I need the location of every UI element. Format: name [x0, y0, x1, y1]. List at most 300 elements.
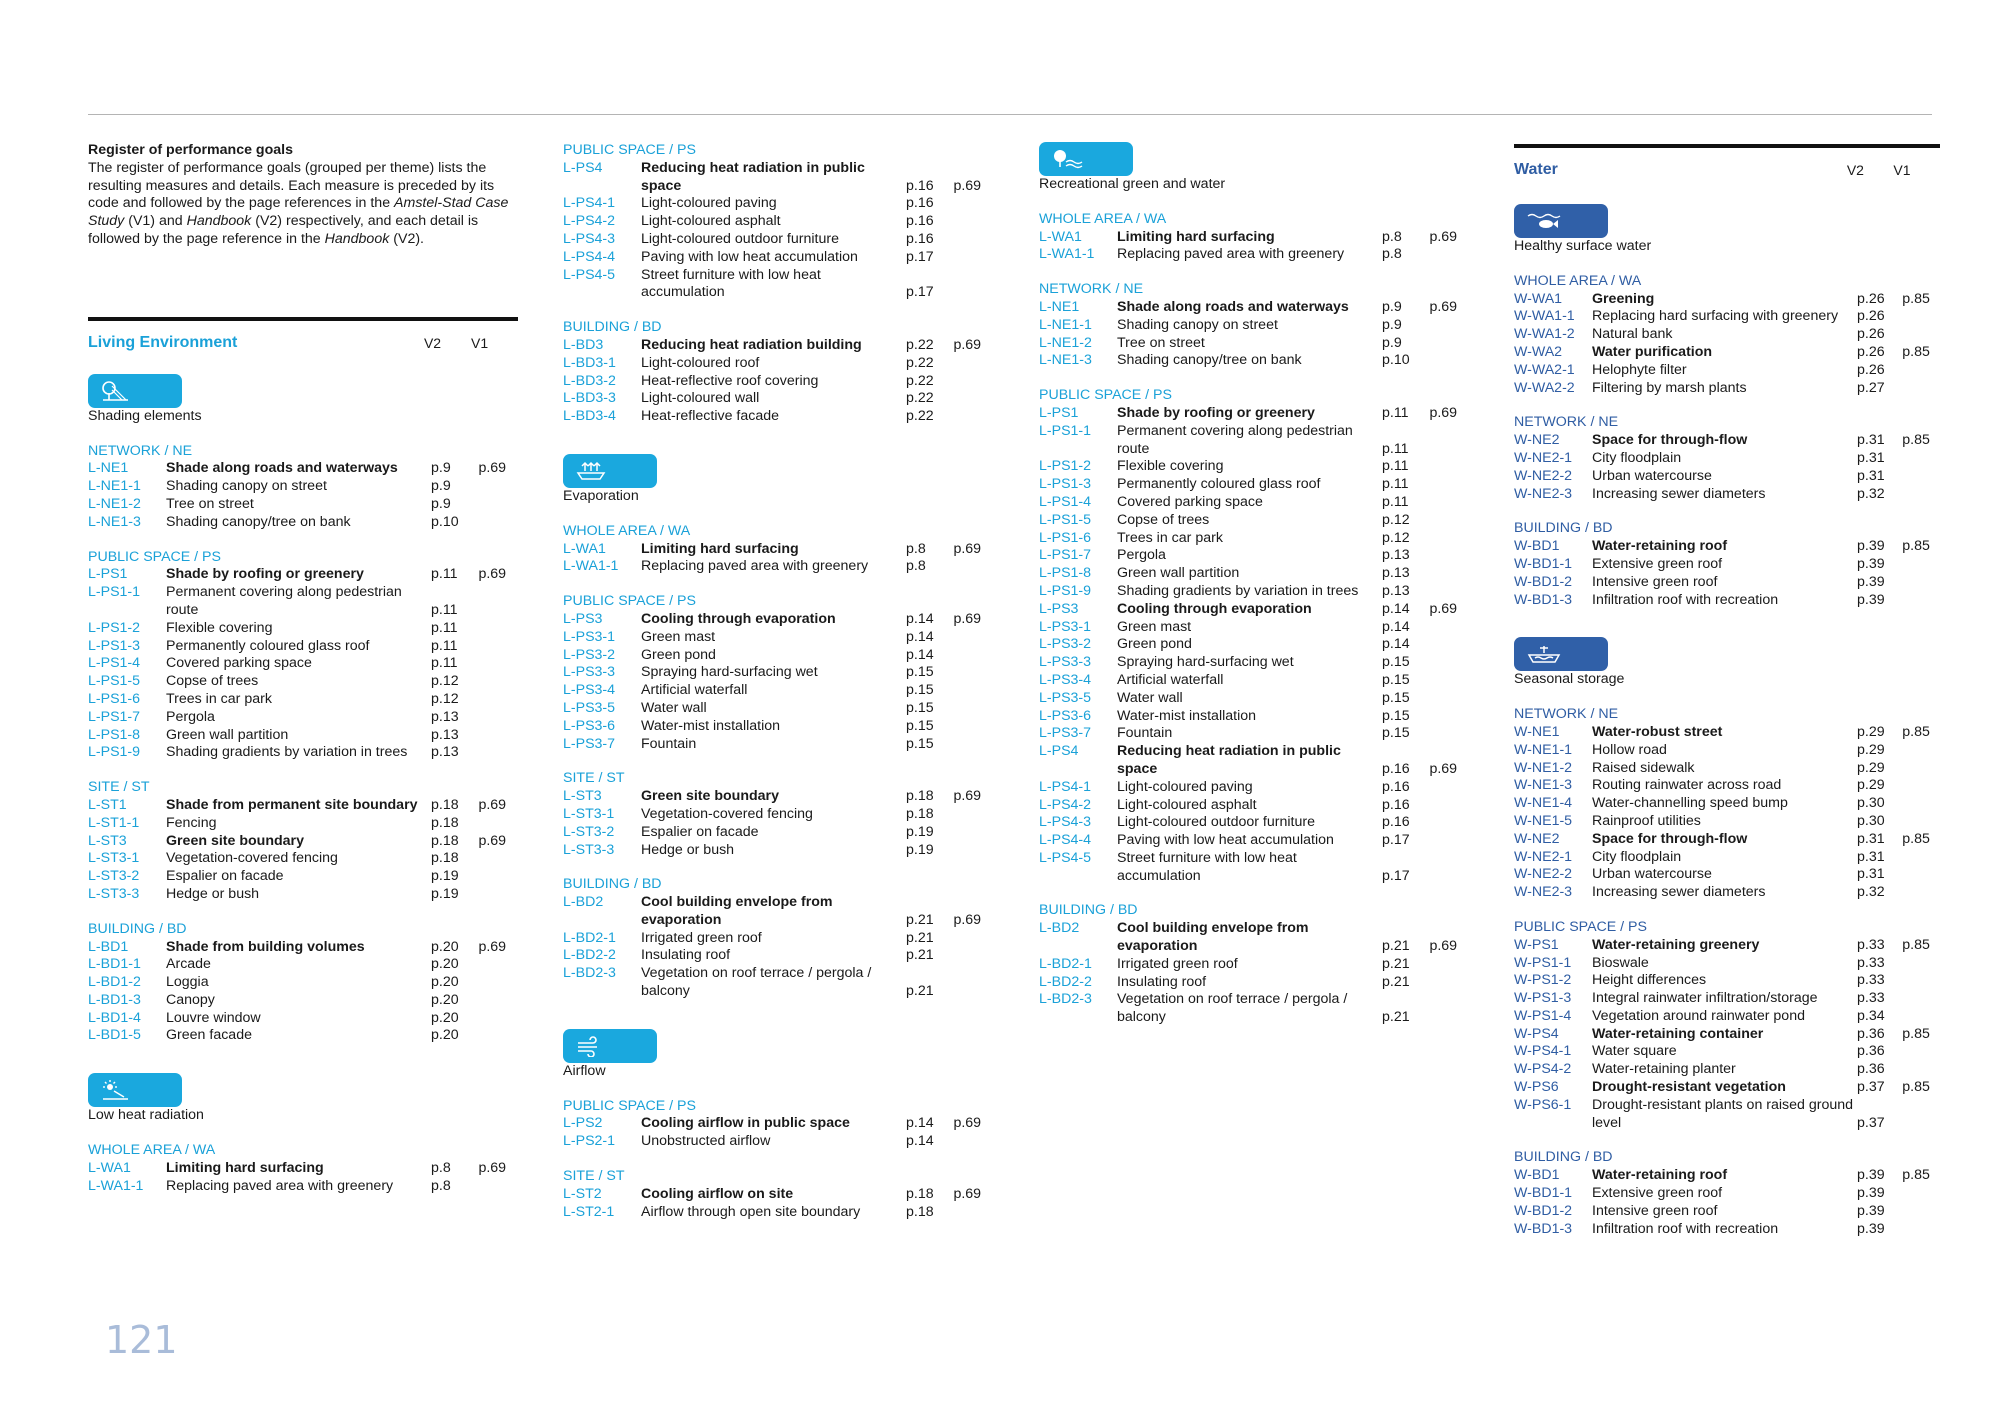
page-ref-v2: p.20 — [431, 956, 459, 973]
detail-row — [1039, 335, 1469, 353]
measure-code: W-BD1-1 — [1514, 1185, 1573, 1202]
measure-code: L-BD3-3 — [563, 390, 616, 407]
page-ref-v1 — [1429, 956, 1469, 974]
measure-code: L-PS1-6 — [1039, 529, 1092, 546]
measure-row — [563, 894, 993, 930]
page-ref-v2: p.26 — [1857, 290, 1885, 307]
measure-title: Covered parking space — [1117, 493, 1263, 510]
measure-title: Cooling airflow on site — [641, 1185, 794, 1202]
detail-row — [1514, 972, 1940, 990]
measure-row — [1514, 1167, 1940, 1185]
page-ref-v1: p.69 — [478, 832, 507, 849]
detail-row — [1039, 797, 1469, 815]
measure-code: L-PS3-1 — [563, 628, 616, 645]
measure-code: L-PS4-5 — [1039, 849, 1092, 866]
measure-title: Infiltration roof with recreation — [1592, 591, 1779, 608]
measure-code: L-PS4-4 — [563, 248, 616, 265]
page-ref-v2: p.8 — [906, 540, 926, 557]
measure-group — [88, 549, 518, 763]
measure-code: L-BD1-2 — [88, 974, 141, 991]
measure-title: Shading gradients by variation in trees — [1117, 582, 1359, 599]
measure-code: W-NE2 — [1514, 432, 1560, 449]
measure-code: W-WA2 — [1514, 343, 1563, 360]
detail-row — [1514, 760, 1940, 778]
measure-title: Green mast — [1117, 618, 1192, 635]
page-ref-v2: p.8 — [1382, 228, 1402, 245]
measure-code: W-PS1-1 — [1514, 954, 1572, 971]
measure-code: L-ST1 — [88, 796, 127, 813]
page-ref-v1: p.85 — [1902, 290, 1930, 307]
measure-group — [1514, 706, 1940, 902]
detail-row — [1039, 494, 1469, 512]
measure-title: Arcade — [166, 956, 211, 973]
measure-code: W-PS6 — [1514, 1079, 1559, 1096]
page-ref-v1 — [953, 718, 993, 736]
group-label: BUILDING / BD — [1514, 1149, 1613, 1166]
measure-code: L-PS3-6 — [1039, 707, 1092, 724]
page-ref-v2: p.11 — [431, 655, 458, 672]
page-ref-v1 — [478, 620, 518, 638]
measure-code: L-BD3-4 — [563, 408, 616, 425]
page-ref-v2: p.22 — [906, 372, 934, 389]
page-ref-v2: p.9 — [431, 478, 451, 495]
detail-row — [563, 629, 993, 647]
measure-title: Fencing — [166, 814, 217, 831]
page-ref-v2: p.31 — [1857, 467, 1885, 484]
page-ref-v1 — [478, 1027, 518, 1045]
group-label: SITE / ST — [563, 770, 625, 787]
measure-code: L-NE1-1 — [1039, 316, 1092, 333]
measure-row — [563, 611, 993, 629]
detail-row — [1514, 1203, 1940, 1221]
detail-row — [1039, 423, 1469, 459]
detail-row — [563, 824, 993, 842]
column-3 — [1039, 142, 1469, 1027]
measure-row — [88, 1160, 518, 1178]
detail-row — [1039, 654, 1469, 672]
page-ref-v1 — [953, 1133, 993, 1151]
page-ref-v1 — [1429, 974, 1469, 992]
detail-row — [1039, 458, 1469, 476]
page-ref-v2: p.20 — [431, 974, 459, 991]
page-ref-v2: p.13 — [1382, 582, 1410, 599]
page-ref-v1 — [1429, 725, 1469, 743]
measure-code: L-PS4-1 — [563, 195, 616, 212]
detail-row — [1514, 574, 1940, 592]
page-ref-v2: p.33 — [1857, 990, 1885, 1007]
intro-text-part: (V2) respectively, and each detail is followed by the page reference in the — [88, 213, 479, 247]
measure-title: Shading canopy on street — [166, 478, 327, 495]
category-badge — [563, 1029, 657, 1063]
measure-code: L-PS1-9 — [88, 744, 141, 761]
page-ref-v2: p.16 — [906, 230, 934, 247]
category-label: Healthy surface water — [1514, 238, 1652, 254]
detail-row — [88, 868, 518, 886]
page-ref-v1 — [1902, 574, 1940, 592]
measure-title: Permanently coloured glass roof — [1117, 476, 1321, 493]
measure-code: L-PS1-3 — [1039, 476, 1092, 493]
page-ref-v1: p.69 — [953, 1115, 982, 1132]
measure-code: L-ST1-1 — [88, 814, 140, 831]
measure-title: Intensive green roof — [1592, 1202, 1718, 1219]
page-ref-v1 — [1429, 494, 1469, 512]
page-ref-v2: p.31 — [1857, 432, 1885, 449]
page-ref-v2: p.18 — [906, 788, 934, 805]
page-ref-v2: p.16 — [1382, 778, 1410, 795]
measure-group — [563, 523, 993, 576]
fish-water-icon — [1526, 210, 1566, 232]
detail-row — [1514, 884, 1940, 902]
measure-row — [1039, 601, 1469, 619]
measure-title: Light-coloured wall — [641, 390, 760, 407]
detail-row — [563, 965, 993, 1001]
category-badge — [88, 1073, 182, 1107]
page-ref-v2: p.8 — [906, 558, 926, 575]
measure-title: Natural bank — [1592, 326, 1673, 343]
page-ref-v2: p.15 — [1382, 654, 1410, 671]
page-ref-v2: p.17 — [1382, 832, 1410, 849]
page-ref-v1: p.69 — [953, 336, 982, 353]
page-ref-v1: p.69 — [1429, 298, 1458, 315]
page-ref-v1 — [953, 842, 993, 860]
page-ref-v1 — [478, 655, 518, 673]
group-label: SITE / ST — [563, 1168, 625, 1185]
measure-code: W-BD1-1 — [1514, 555, 1573, 572]
detail-row — [88, 886, 518, 904]
measure-title: Infiltration roof with recreation — [1592, 1220, 1779, 1237]
measure-row — [1039, 299, 1469, 317]
measure-title: Drought-resistant plants on raised ground level — [1592, 1096, 1854, 1131]
detail-row — [1514, 955, 1940, 973]
page-ref-v1 — [953, 664, 993, 682]
detail-row — [88, 815, 518, 833]
page-ref-v1 — [1902, 955, 1940, 973]
intro-text-part: Amstel-Stad Case Study — [88, 195, 509, 230]
page-ref-v1: p.69 — [478, 938, 507, 955]
measure-code: L-PS3-7 — [563, 735, 616, 752]
page-ref-v1 — [1429, 423, 1469, 459]
page-ref-v2: p.39 — [1857, 1167, 1885, 1184]
group-label: PUBLIC SPACE / PS — [563, 1097, 696, 1114]
measure-code: L-PS1-7 — [88, 708, 141, 725]
page-ref-v1 — [478, 709, 518, 727]
page-ref-v2: p.18 — [431, 814, 459, 831]
page-ref-v1 — [1429, 583, 1469, 601]
detail-row — [1039, 317, 1469, 335]
intro-title: Register of performance goals — [88, 142, 293, 158]
measure-title: Integral rainwater infiltration/storage — [1592, 990, 1818, 1007]
detail-row — [1514, 795, 1940, 813]
page-ref-v1: p.69 — [953, 610, 982, 627]
detail-row — [1039, 636, 1469, 654]
page-ref-v2: p.31 — [1857, 866, 1885, 883]
page-ref-v2: p.8 — [1382, 246, 1402, 263]
category-label: Evaporation — [563, 487, 639, 504]
page-ref-v1 — [1429, 797, 1469, 815]
page-ref-v1 — [953, 195, 993, 213]
measure-code: W-WA1 — [1514, 290, 1563, 307]
measure-code: W-PS4 — [1514, 1025, 1559, 1042]
page-ref-v1 — [1902, 777, 1940, 795]
measure-code: W-NE1-4 — [1514, 795, 1573, 812]
measure-code: L-BD2-1 — [1039, 955, 1092, 972]
measure-group — [88, 779, 518, 904]
page-ref-v1 — [953, 408, 993, 426]
page-ref-v1 — [953, 947, 993, 965]
measure-title: Green wall partition — [1117, 565, 1240, 582]
measure-code: L-NE1-1 — [88, 478, 141, 495]
detail-row — [1514, 1185, 1940, 1203]
page-ref-v2: p.39 — [1857, 1202, 1885, 1219]
measure-code: L-PS2-1 — [563, 1133, 616, 1150]
column-header-v2: V2 — [1846, 162, 1864, 178]
page-ref-v2: p.22 — [906, 336, 934, 353]
measure-code: L-PS3 — [1039, 600, 1079, 617]
page-ref-v2: p.22 — [906, 408, 934, 425]
category-label: Shading elements — [88, 407, 202, 424]
measure-title: Vegetation-covered fencing — [641, 805, 813, 822]
measure-code: L-BD2 — [1039, 920, 1080, 937]
column-header-v1: V1 — [1893, 162, 1911, 178]
measure-title: Vegetation around rainwater pond — [1592, 1007, 1805, 1024]
detail-row — [563, 806, 993, 824]
measure-code: W-BD1-2 — [1514, 1202, 1573, 1219]
measure-code: L-BD1 — [88, 938, 129, 955]
page-ref-v1 — [478, 514, 518, 532]
measure-title: Cool building envelope from evaporation — [641, 894, 833, 928]
measure-title: Space for through-flow — [1592, 830, 1748, 847]
measure-group — [1039, 902, 1469, 1027]
measure-title: Water-retaining roof — [1592, 1167, 1728, 1184]
page-ref-v2: p.20 — [431, 991, 459, 1008]
page-ref-v2: p.22 — [906, 390, 934, 407]
measure-row — [1514, 1079, 1940, 1097]
measure-code: L-PS4 — [1039, 743, 1079, 760]
page-ref-v2: p.14 — [906, 628, 934, 645]
page-ref-v1 — [478, 1178, 518, 1196]
theme-header — [1514, 144, 1940, 180]
page-ref-v1: p.69 — [1429, 938, 1458, 955]
measure-title: Drought-resistant vegetation — [1592, 1079, 1786, 1096]
measure-group — [563, 770, 993, 859]
measure-title: Bioswale — [1592, 954, 1649, 971]
page-ref-v1 — [1902, 1043, 1940, 1061]
detail-row — [563, 736, 993, 754]
category-label: Airflow — [563, 1062, 606, 1079]
measure-title: Water-retaining greenery — [1592, 936, 1760, 953]
measure-title: City floodplain — [1592, 848, 1682, 865]
measure-row — [1514, 432, 1940, 450]
page-ref-v1 — [1429, 530, 1469, 548]
measure-title: Shade along roads and waterways — [1117, 298, 1349, 315]
measure-title: Hedge or bush — [641, 841, 735, 858]
page-ref-v1 — [953, 373, 993, 391]
page-ref-v2: p.29 — [1857, 777, 1885, 794]
page-ref-v2: p.16 — [906, 195, 934, 212]
measure-title: Espalier on facade — [641, 823, 759, 840]
page-ref-v2: p.21 — [906, 911, 934, 928]
measure-code: W-NE2-1 — [1514, 848, 1573, 865]
group-label: PUBLIC SPACE / PS — [563, 593, 696, 610]
detail-row — [88, 673, 518, 691]
page-ref-v1 — [1429, 690, 1469, 708]
page-ref-v2: p.16 — [1382, 814, 1410, 831]
measure-row — [1514, 538, 1940, 556]
measure-code: L-ST2-1 — [563, 1203, 615, 1220]
measure-group — [88, 443, 518, 532]
page-ref-v2: p.20 — [431, 1027, 459, 1044]
measure-group — [563, 142, 993, 302]
category-badge — [1514, 204, 1608, 238]
measure-title: Flexible covering — [166, 619, 273, 636]
page-ref-v2: p.16 — [1382, 760, 1410, 777]
measure-title: Canopy — [166, 991, 215, 1008]
measure-title: Replacing paved area with greenery — [641, 558, 869, 575]
page-ref-v2: p.8 — [431, 1159, 451, 1176]
measure-code: L-BD3-2 — [563, 372, 616, 389]
measure-title: Spraying hard-surfacing wet — [1117, 654, 1294, 671]
group-label: WHOLE AREA / WA — [1039, 210, 1167, 227]
theme-title: Water — [1514, 161, 1558, 178]
category-badge — [1039, 142, 1133, 176]
detail-row — [88, 514, 518, 532]
column-1 — [88, 142, 518, 1195]
page-ref-v2: p.18 — [431, 850, 459, 867]
page-ref-v1: p.69 — [1429, 600, 1458, 617]
page-ref-v2: p.27 — [1857, 379, 1885, 396]
category-label: Recreational green and water — [1039, 176, 1226, 192]
page-ref-v1 — [953, 647, 993, 665]
page-ref-v2: p.29 — [1857, 741, 1885, 758]
measure-code: W-PS1-4 — [1514, 1007, 1572, 1024]
measure-code: L-ST3-3 — [88, 885, 140, 902]
measure-title: Replacing paved area with greenery — [166, 1177, 394, 1194]
page-ref-v2: p.21 — [1382, 1009, 1410, 1026]
detail-row — [1039, 956, 1469, 974]
detail-row — [88, 956, 518, 974]
detail-row — [563, 947, 993, 965]
page-ref-v2: p.11 — [431, 619, 458, 636]
page-ref-v1 — [953, 700, 993, 718]
storage-icon — [1526, 643, 1562, 665]
category-badge — [563, 454, 657, 488]
measure-title: Insulating roof — [1117, 973, 1207, 990]
page-ref-v2: p.8 — [431, 1177, 451, 1194]
evaporation-icon — [575, 460, 607, 482]
page-ref-v2: p.15 — [1382, 725, 1410, 742]
measure-row — [88, 566, 518, 584]
measure-title: Vegetation-covered fencing — [166, 850, 338, 867]
page-ref-v1 — [1429, 619, 1469, 637]
detail-row — [88, 1027, 518, 1045]
page-ref-v1: p.85 — [1902, 830, 1930, 847]
page-ref-v2: p.18 — [906, 1203, 934, 1220]
measure-title: Extensive green roof — [1592, 1185, 1723, 1202]
page-ref-v2: p.39 — [1857, 538, 1885, 555]
detail-row — [563, 718, 993, 736]
measure-group — [563, 319, 993, 426]
page-ref-v1: p.85 — [1902, 343, 1930, 360]
measure-title: Replacing hard surfacing with greenery — [1592, 308, 1839, 325]
measure-code: L-BD2-3 — [563, 965, 616, 982]
measure-code: L-WA1-1 — [88, 1177, 144, 1194]
measure-title: Artificial waterfall — [641, 682, 748, 699]
page-ref-v1 — [1902, 849, 1940, 867]
detail-row — [88, 1010, 518, 1028]
measure-code: W-WA1-1 — [1514, 308, 1575, 325]
measure-group — [1514, 1149, 1940, 1238]
group-label: SITE / ST — [88, 779, 150, 796]
measure-row — [1514, 1026, 1940, 1044]
detail-row — [88, 992, 518, 1010]
page-ref-v1 — [953, 930, 993, 948]
page-ref-v2: p.15 — [1382, 671, 1410, 688]
measure-code: L-PS4-1 — [1039, 778, 1092, 795]
measure-code: L-PS3-3 — [563, 664, 616, 681]
measure-code: L-WA1-1 — [563, 558, 619, 575]
page-ref-v1: p.69 — [478, 796, 507, 813]
detail-row — [1514, 450, 1940, 468]
measure-group — [1514, 919, 1940, 1133]
measure-row — [563, 1186, 993, 1204]
page-ref-v2: p.17 — [906, 248, 934, 265]
page-ref-v2: p.15 — [906, 682, 934, 699]
page-ref-v1 — [1902, 1061, 1940, 1079]
group-label: PUBLIC SPACE / PS — [563, 142, 696, 158]
measure-code: L-WA1 — [1039, 228, 1082, 245]
measure-code: L-ST3-2 — [88, 868, 140, 885]
measure-code: L-PS3-4 — [1039, 671, 1092, 688]
measure-code: L-PS1-2 — [1039, 458, 1092, 475]
measure-code: W-PS1-2 — [1514, 972, 1572, 989]
measure-title: Shade along roads and waterways — [166, 460, 398, 477]
detail-row — [1514, 362, 1940, 380]
page-ref-v2: p.21 — [1382, 938, 1410, 955]
page-ref-v2: p.11 — [1382, 476, 1409, 493]
page-ref-v2: p.20 — [431, 1009, 459, 1026]
detail-row — [1514, 866, 1940, 884]
measure-group — [563, 1098, 993, 1151]
measure-code: L-BD2-2 — [563, 947, 616, 964]
page-ref-v2: p.17 — [906, 284, 934, 301]
measure-title: Limiting hard surfacing — [1117, 228, 1275, 245]
page-ref-v2: p.14 — [906, 610, 934, 627]
category-badge — [88, 374, 182, 408]
page-ref-v2: p.18 — [906, 805, 934, 822]
measure-title: Green mast — [641, 628, 716, 645]
measure-row — [88, 460, 518, 478]
page-ref-v2: p.12 — [1382, 529, 1410, 546]
page-ref-v1 — [1429, 352, 1469, 370]
detail-row — [1039, 708, 1469, 726]
measure-code: L-PS1-1 — [1039, 422, 1092, 439]
detail-row — [1039, 476, 1469, 494]
measure-code: L-NE1-3 — [1039, 352, 1092, 369]
page-ref-v1 — [1902, 592, 1940, 610]
category-label: Low heat radiation — [88, 1107, 204, 1124]
detail-row — [1514, 1097, 1940, 1133]
page-ref-v1 — [478, 638, 518, 656]
measure-row — [1514, 291, 1940, 309]
page-ref-v1 — [1429, 991, 1469, 1027]
page-ref-v1 — [1429, 814, 1469, 832]
page-ref-v1 — [1429, 458, 1469, 476]
page-ref-v1: p.69 — [953, 177, 982, 194]
page-ref-v2: p.14 — [1382, 636, 1410, 653]
measure-code: L-BD2-2 — [1039, 973, 1092, 990]
detail-row — [1039, 619, 1469, 637]
measure-title: Reducing heat radiation in public space — [641, 159, 865, 194]
